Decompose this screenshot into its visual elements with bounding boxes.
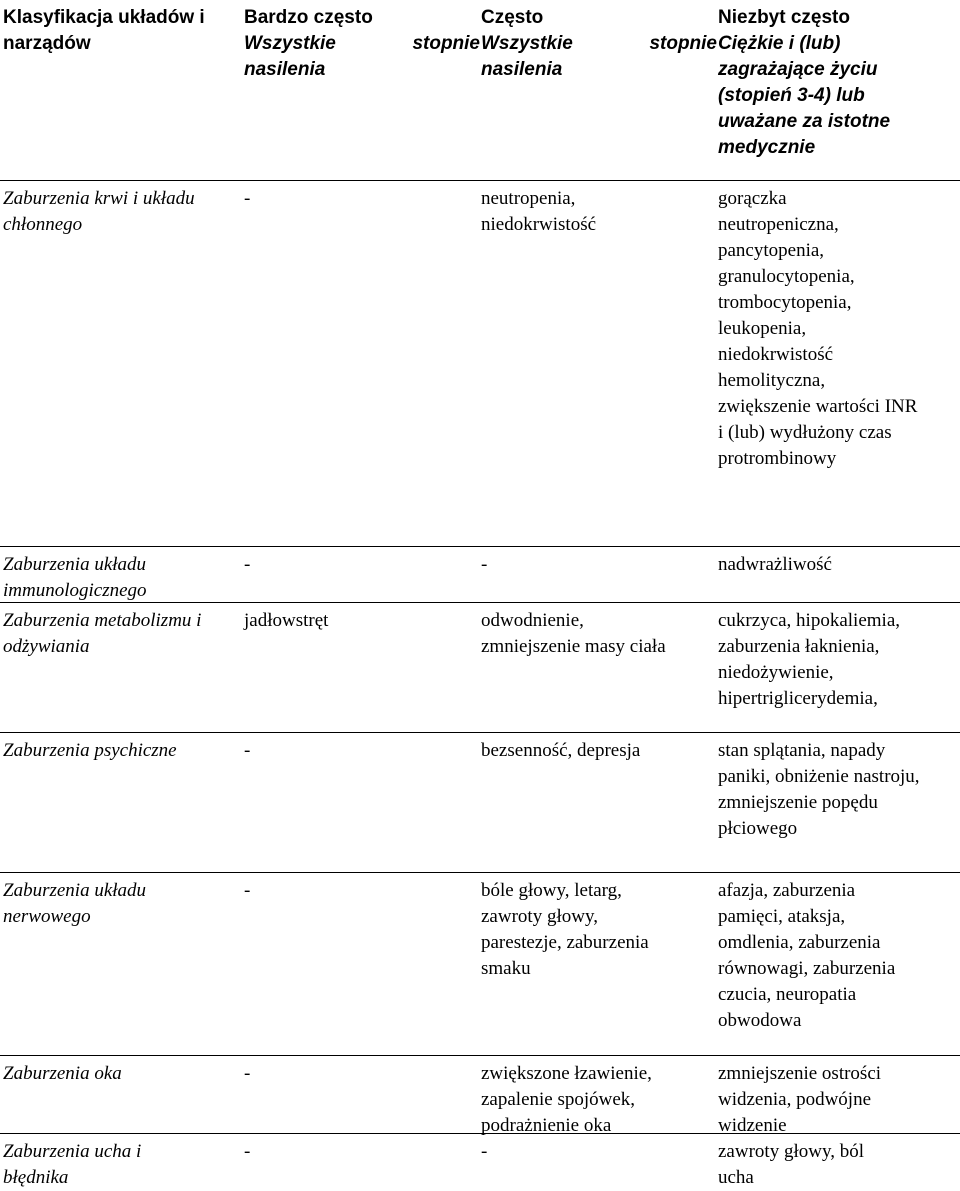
value-line: gorączka [718, 188, 787, 209]
header-very-common [244, 5, 480, 83]
header-common-sub-right: stopnie [649, 33, 717, 54]
value-line: - [244, 554, 251, 575]
value-line: odwodnienie, [481, 610, 584, 631]
value-line: i (lub) wydłużony czas [718, 422, 892, 443]
value-line: parestezje, zaburzenia [481, 932, 649, 953]
table-row [0, 1134, 960, 1191]
value-line: omdlenia, zaburzenia [718, 932, 881, 953]
value-line: bezsenność, depresja [481, 740, 641, 761]
organ-line: Zaburzenia ucha i [3, 1141, 142, 1162]
organ-class-cell [3, 1139, 243, 1191]
header-common-title: Często [481, 7, 544, 28]
organ-line: Zaburzenia metabolizmu i [3, 610, 202, 631]
value-line: - [244, 880, 251, 901]
header-uncommon-sub: uważane za istotne [718, 111, 891, 132]
header-very-common-sub-left: Wszystkie [244, 33, 336, 54]
very-common-cell [244, 1139, 480, 1165]
header-very-common-sub [244, 31, 480, 57]
value-line: niedożywienie, [718, 662, 834, 683]
value-line: nadwrażliwość [718, 554, 832, 575]
very-common-cell [244, 186, 480, 212]
table-row [0, 181, 960, 547]
value-line: - [481, 1141, 488, 1162]
organ-line: Zaburzenia układu [3, 880, 147, 901]
table-row [0, 1056, 960, 1134]
value-line: stan splątania, napady [718, 740, 886, 761]
value-line: jadłowstręt [244, 610, 329, 631]
uncommon-cell [718, 1061, 958, 1139]
organ-class-cell [3, 738, 243, 764]
value-line: bóle głowy, letarg, [481, 880, 622, 901]
value-line: hipertriglicerydemia, [718, 688, 878, 709]
header-organ-class [3, 5, 243, 57]
value-line: leukopenia, [718, 318, 807, 339]
header-organ-class-line: narządów [3, 33, 91, 54]
organ-class-cell [3, 552, 243, 604]
uncommon-cell [718, 878, 958, 1034]
very-common-cell [244, 1061, 480, 1087]
value-line: protrombinowy [718, 448, 837, 469]
value-line: widzenia, podwójne [718, 1089, 872, 1110]
organ-line: błędnika [3, 1167, 69, 1188]
uncommon-cell [718, 186, 958, 472]
value-line: zwiększone łzawienie, [481, 1063, 652, 1084]
value-line: zmniejszenie popędu [718, 792, 878, 813]
header-common-sub [481, 31, 717, 57]
common-cell [481, 738, 717, 764]
organ-line: immunologicznego [3, 580, 147, 601]
header-common-sub2: nasilenia [481, 59, 563, 80]
value-line: zmniejszenie ostrości [718, 1063, 882, 1084]
value-line: - [244, 1141, 251, 1162]
value-line: pancytopenia, [718, 240, 825, 261]
value-line: zaburzenia łaknienia, [718, 636, 880, 657]
organ-line: chłonnego [3, 214, 83, 235]
very-common-cell [244, 552, 480, 578]
header-common [481, 5, 717, 83]
organ-line: odżywiania [3, 636, 90, 657]
header-very-common-title: Bardzo często [244, 7, 373, 28]
header-very-common-sub2: nasilenia [244, 59, 326, 80]
uncommon-cell [718, 1139, 958, 1191]
value-line: cukrzyca, hipokaliemia, [718, 610, 901, 631]
value-line: neutropenia, [481, 188, 576, 209]
value-line: - [244, 188, 251, 209]
header-uncommon-sub: (stopień 3-4) lub [718, 85, 865, 106]
value-line: trombocytopenia, [718, 292, 852, 313]
common-cell [481, 552, 717, 578]
organ-line: Zaburzenia układu [3, 554, 147, 575]
value-line: czucia, neuropatia [718, 984, 857, 1005]
table-row [0, 547, 960, 603]
common-cell [481, 878, 717, 982]
value-line: granulocytopenia, [718, 266, 855, 287]
very-common-cell [244, 608, 480, 634]
value-line: zwiększenie wartości INR [718, 396, 918, 417]
value-line: pamięci, ataksja, [718, 906, 846, 927]
uncommon-cell [718, 608, 958, 712]
value-line: równowagi, zaburzenia [718, 958, 896, 979]
organ-class-cell [3, 608, 243, 660]
value-line: zapalenie spojówek, [481, 1089, 636, 1110]
value-line: - [244, 740, 251, 761]
organ-class-cell [3, 1061, 243, 1087]
header-organ-class-line: Klasyfikacja układów i [3, 7, 205, 28]
header-uncommon [718, 5, 958, 161]
value-line: płciowego [718, 818, 798, 839]
header-common-sub-left: Wszystkie [481, 33, 573, 54]
organ-line: Zaburzenia krwi i układu [3, 188, 195, 209]
table-row [0, 603, 960, 733]
very-common-cell [244, 878, 480, 904]
value-line: obwodowa [718, 1010, 802, 1031]
table-header-row [0, 0, 960, 181]
value-line: zawroty głowy, ból [718, 1141, 864, 1162]
header-very-common-sub-right: stopnie [412, 33, 480, 54]
value-line: niedokrwistość [718, 344, 834, 365]
table-row [0, 733, 960, 873]
value-line: neutropeniczna, [718, 214, 839, 235]
uncommon-cell [718, 738, 958, 842]
value-line: - [481, 554, 488, 575]
common-cell [481, 1061, 717, 1139]
value-line: zmniejszenie masy ciała [481, 636, 666, 657]
value-line: - [244, 1063, 251, 1084]
organ-class-cell [3, 878, 243, 930]
table-row [0, 873, 960, 1056]
common-cell [481, 186, 717, 238]
organ-line: nerwowego [3, 906, 91, 927]
organ-line: Zaburzenia oka [3, 1063, 122, 1084]
very-common-cell [244, 738, 480, 764]
value-line: paniki, obniżenie nastroju, [718, 766, 920, 787]
common-cell [481, 1139, 717, 1165]
common-cell [481, 608, 717, 660]
uncommon-cell [718, 552, 958, 578]
header-uncommon-title: Niezbyt często [718, 7, 850, 28]
value-line: niedokrwistość [481, 214, 597, 235]
value-line: hemolityczna, [718, 370, 826, 391]
header-uncommon-sub: medycznie [718, 137, 816, 158]
value-line: smaku [481, 958, 531, 979]
value-line: zawroty głowy, [481, 906, 598, 927]
organ-class-cell [3, 186, 243, 238]
value-line: afazja, zaburzenia [718, 880, 856, 901]
header-uncommon-sub: Ciężkie i (lub) [718, 33, 841, 54]
value-line: ucha [718, 1167, 754, 1188]
header-uncommon-sub: zagrażające życiu [718, 59, 878, 80]
value-line: podrażnienie oka [481, 1115, 612, 1136]
organ-line: Zaburzenia psychiczne [3, 740, 177, 761]
value-line: widzenie [718, 1115, 787, 1136]
